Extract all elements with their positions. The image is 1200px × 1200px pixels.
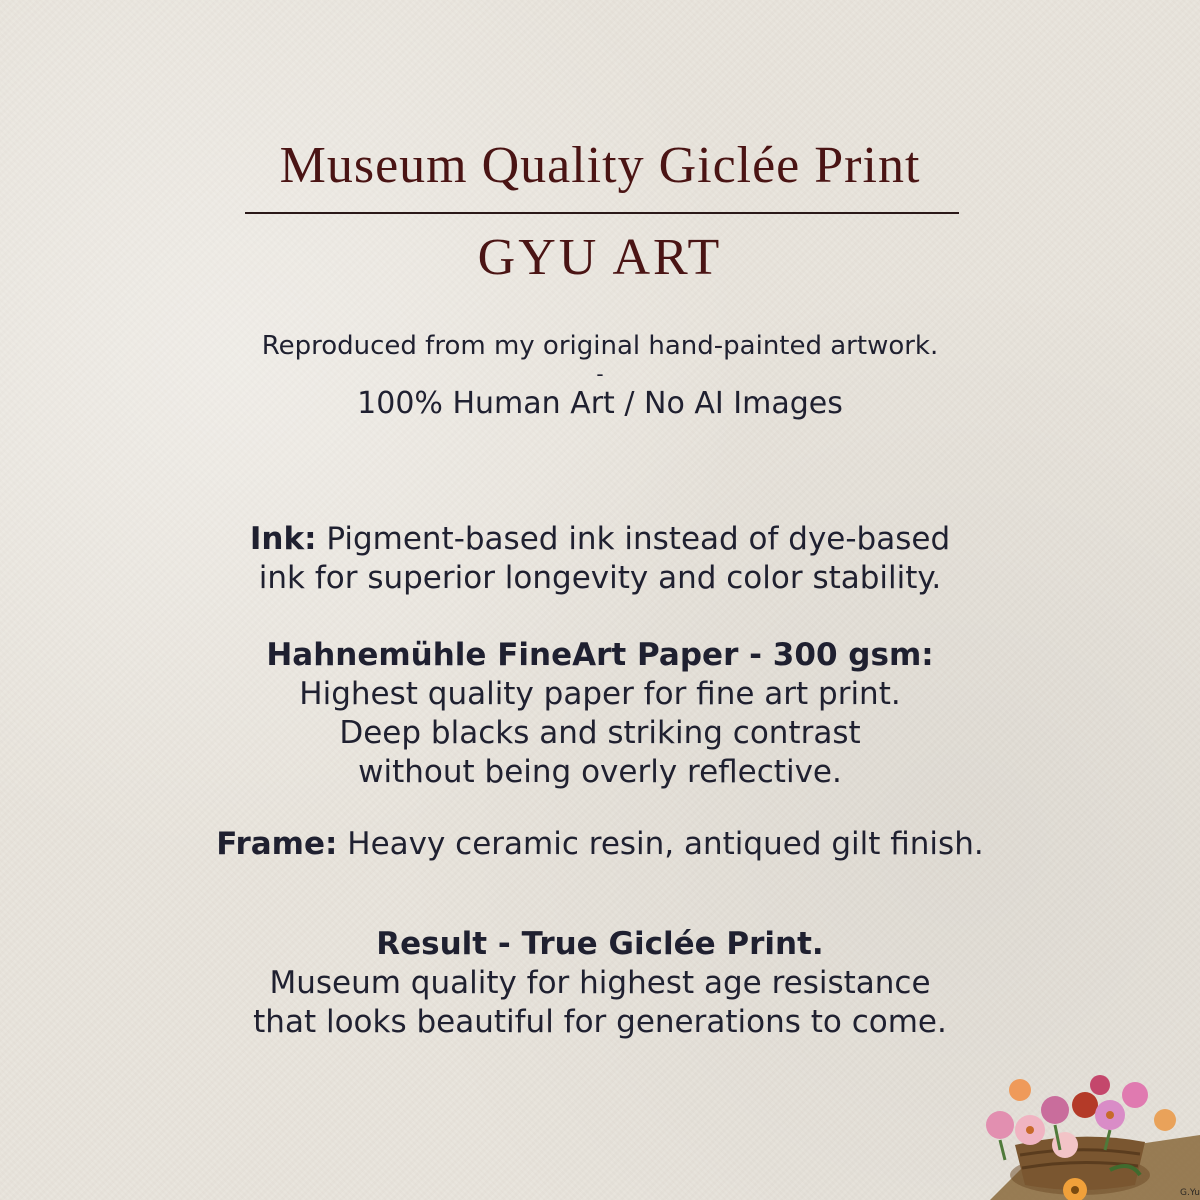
flower-basket-illustration <box>960 1050 1200 1200</box>
paper-label: Hahnemühle FineArt Paper - 300 gsm: <box>266 637 934 673</box>
title-divider <box>245 212 959 214</box>
result-label: Result - True Giclée Print. <box>376 926 824 962</box>
ink-text: Pigment-based ink instead of dye-based <box>316 521 951 557</box>
result-section <box>0 925 1200 1042</box>
paper-line: Highest quality paper for fine art print. <box>299 676 901 712</box>
page-title: Museum Quality Giclée Print <box>279 137 921 194</box>
intro-line: Reproduced from my original hand-painted artwork. <box>261 331 939 361</box>
frame-text: Heavy ceramic resin, antiqued gilt finish. <box>337 826 984 862</box>
ink-text-continued: ink for superior longevity and color stability. <box>258 560 942 596</box>
artist-signature: G.Yu <box>1180 1188 1200 1198</box>
brand-name: GYU ART <box>477 229 723 286</box>
paper-line: without being overly reflective. <box>358 754 842 790</box>
ink-label: Ink: <box>249 521 317 557</box>
paper-line: Deep blacks and striking contrast <box>339 715 861 751</box>
ink-section <box>0 520 1200 598</box>
frame-section <box>0 825 1200 864</box>
paper-section <box>0 636 1200 792</box>
result-line: that looks beautiful for generations to come. <box>253 1004 947 1040</box>
intro-section <box>0 328 1200 424</box>
intro-separator: - <box>596 362 604 386</box>
intro-claim: 100% Human Art / No AI Images <box>357 386 843 421</box>
frame-label: Frame: <box>216 826 338 862</box>
result-line: Museum quality for highest age resistance <box>269 965 931 1001</box>
